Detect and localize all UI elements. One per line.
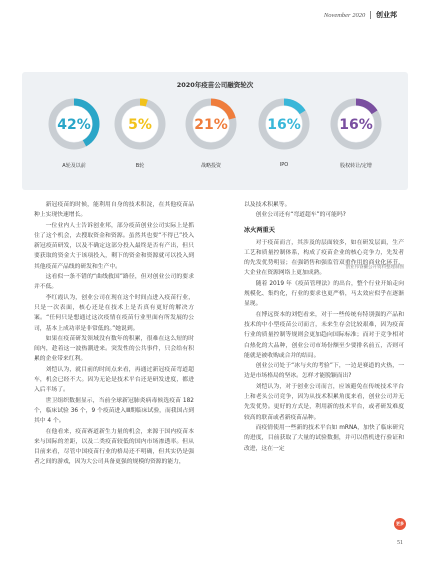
section-heading: 冰火两重天 (244, 226, 275, 234)
right-intro (244, 200, 404, 221)
chart-title: 2020年疫苗公司融资轮次 (176, 81, 254, 89)
more-badge[interactable]: 更多 (394, 518, 406, 530)
page-header (324, 10, 397, 20)
donut-4 (262, 102, 306, 146)
paragraph: 李红霞认为，创业公司在现在这个时间点进入疫苗行业，只是一次表面，核心还是在技术上是否真有更好的解决方案。“任何只是想通过这次疫情在疫苗行业里面有所发展的公司，基本上成功率是非常低的。”她说到。 (34, 294, 194, 332)
paragraph: 在博远资本的刘恺看来，对于一些传统有特别强的产品和技术的中小型疫苗公司而言，未来生存会比较艰难，因为疫苗行业的质量控制等规则会更加趋向国际标准；而对于竞争相对白热化的大品种，创业公司市场份额至少要排名前五，否则可能就是被收购或合并的结局。 (244, 311, 404, 359)
donut-1 (52, 102, 96, 146)
donut-charts (22, 92, 408, 162)
paragraph: 刘恺认为，就目前的时间点来看，再通过新冠疫苗弯道超车，机会已经不大。因为无论是技术平台还是研发进度，都进入后半场了。 (34, 366, 194, 394)
paragraph: 这看似一条不错的“曲线救国”路径，但对创业公司的要求并不低。 (34, 274, 194, 291)
donut-5 (334, 102, 378, 146)
donut-value: 16% (339, 117, 373, 133)
donut-label: A轮及以前 (62, 163, 86, 169)
paragraph: 新冠疫苗的时候，能利用自身的技术积淀，在其他疫苗品种上实现快速增长。 (34, 202, 194, 219)
page-number: 51 (397, 540, 403, 546)
chart-source: 创业邦睿獭公开资料整理制图 (345, 265, 404, 270)
paragraph: 世卫组织数据显示，当前全球新冠肺炎病毒候选疫苗 182 个，临床试验 36 个，9 个疫苗进入Ⅲ期临床试验，而我国占到其中 4 个。 (34, 397, 194, 425)
paragraph: 以及技术积累等。 (244, 202, 291, 208)
left-column (34, 200, 194, 468)
donut-label: IPO (279, 162, 289, 168)
donut-label: B轮 (135, 163, 145, 169)
paragraph: 对于疫苗而言，其涉及的层面较多，如在研发层面，生产工艺和质量控制体系，构成了疫苗企业的核心竞争力，先发者的先发优势明显；在强销售和强监管双重作用的商业化环节，大企业在资源网络上更加成熟。 (244, 239, 404, 277)
paragraph: 一位业内人士告诉创业邦，部分疫苗创业公司实际上是抓住了这个机会，去搜取资金和资源。虽然其也要“不得已”投入新冠疫苗研发，以及不确定这部分投入最终是否有产出，但只要获取的资金大于该项投入，剩下的资金和资源就可以投入到其他疫苗产品线的研发和生产中。 (34, 222, 194, 270)
paragraph: 创业公司还有“弯道超车”的可能吗? (255, 212, 346, 219)
paragraph: 随着 2019 年《疫苗管理法》的出台，整个行业开始走向规模化、集约化，行业的要求也更严格，马太效应似乎在逐渐显现。 (244, 280, 404, 308)
paragraph: 在他看来，疫苗赛道新生力量的机会，来源于国内疫苗本来与国际的差距，以及二类疫苗较低的国内市场渗透率。但从目前来看，尽管中国疫苗行业的格局还不明确，但其实仍是强者之间的游戏，因为大公司具备更强的规模的资源的能力， (34, 428, 194, 466)
paragraph: 刘恺认为，对于创业公司而言，应该避免在传统技术平台上和老头公司竞争，因为从技术积累角度来看，创业公司并无先发优势。更好的方式是，利用新的技术平台，或者研发难度较高的联苗或者新疫苗品种。 (244, 383, 404, 421)
donut-label: 战略投资 (200, 163, 221, 169)
donut-value: 5% (128, 117, 152, 133)
donut-value: 42% (57, 117, 91, 133)
header-divider (370, 11, 371, 19)
brand-name: 创业邦 (376, 11, 397, 19)
paragraph: 而疫情使用一些新的技术平台如 mRNA，加快了临床研究的进度，目前获取了大量的试验数据，并可以借机进行验证和改进，这在一定 (244, 424, 404, 452)
paragraph: 如果在疫苗研发领域没有数年的积累，很难在这么短的时间内，趁着这一波热潮进来。突发性的公共事件，只会给有积累的企业带来红利。 (34, 335, 194, 363)
right-column (244, 200, 404, 454)
donut-value: 21% (194, 117, 228, 133)
donut-label: 股权转让/定增 (340, 163, 372, 169)
right-body (244, 238, 404, 454)
issue-date: November 2020 (323, 11, 366, 19)
paragraph: 创业公司处于“冰与火的考验”下，一边是赛道的火热，一边是市场格局的坚冰。怎样才能脱颖而出? (244, 363, 404, 380)
donut-3 (189, 102, 233, 146)
donut-2 (118, 102, 162, 146)
donut-row (22, 92, 408, 182)
donut-value: 16% (267, 117, 301, 133)
